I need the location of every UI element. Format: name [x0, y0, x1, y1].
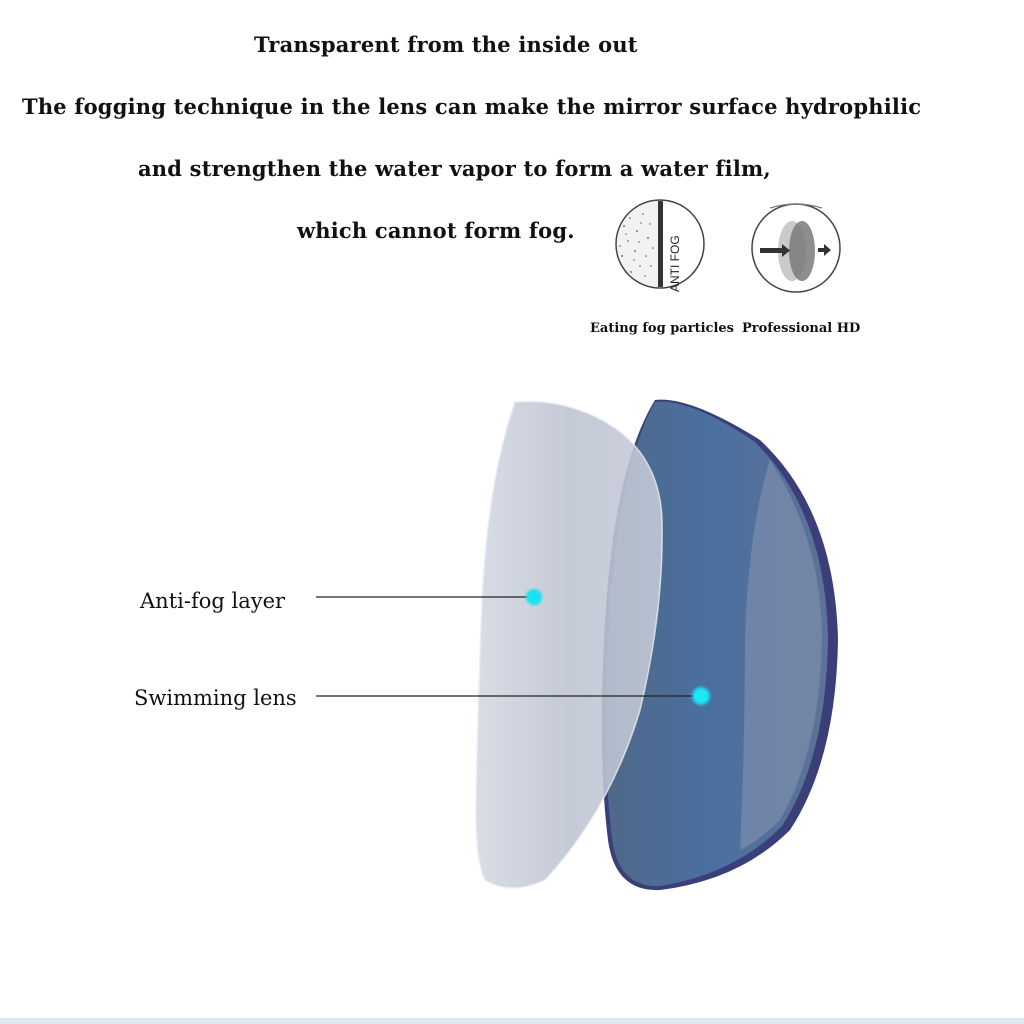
intro-line-3: which cannot form fog. [297, 218, 575, 243]
anti-fog-icon [610, 196, 710, 306]
intro-line-2: and strengthen the water vapor to form a water film, [138, 156, 771, 181]
anti-fog-layer-label: Anti-fog layer [140, 589, 286, 613]
hd-lens-icon [748, 196, 848, 306]
anti-fog-caption: Eating fog particles [590, 321, 734, 336]
lens-diagram [0, 380, 1024, 920]
intro-line-1: The fogging technique in the lens can make the mirror surface hydrophilic [22, 94, 922, 119]
bottom-divider [0, 1018, 1024, 1024]
anti-fog-label: ANTI FOG [668, 235, 682, 292]
hd-caption: Professional HD [742, 321, 861, 336]
swimming-lens-label: Swimming lens [134, 686, 297, 710]
intro-heading: Transparent from the inside out [254, 32, 638, 57]
